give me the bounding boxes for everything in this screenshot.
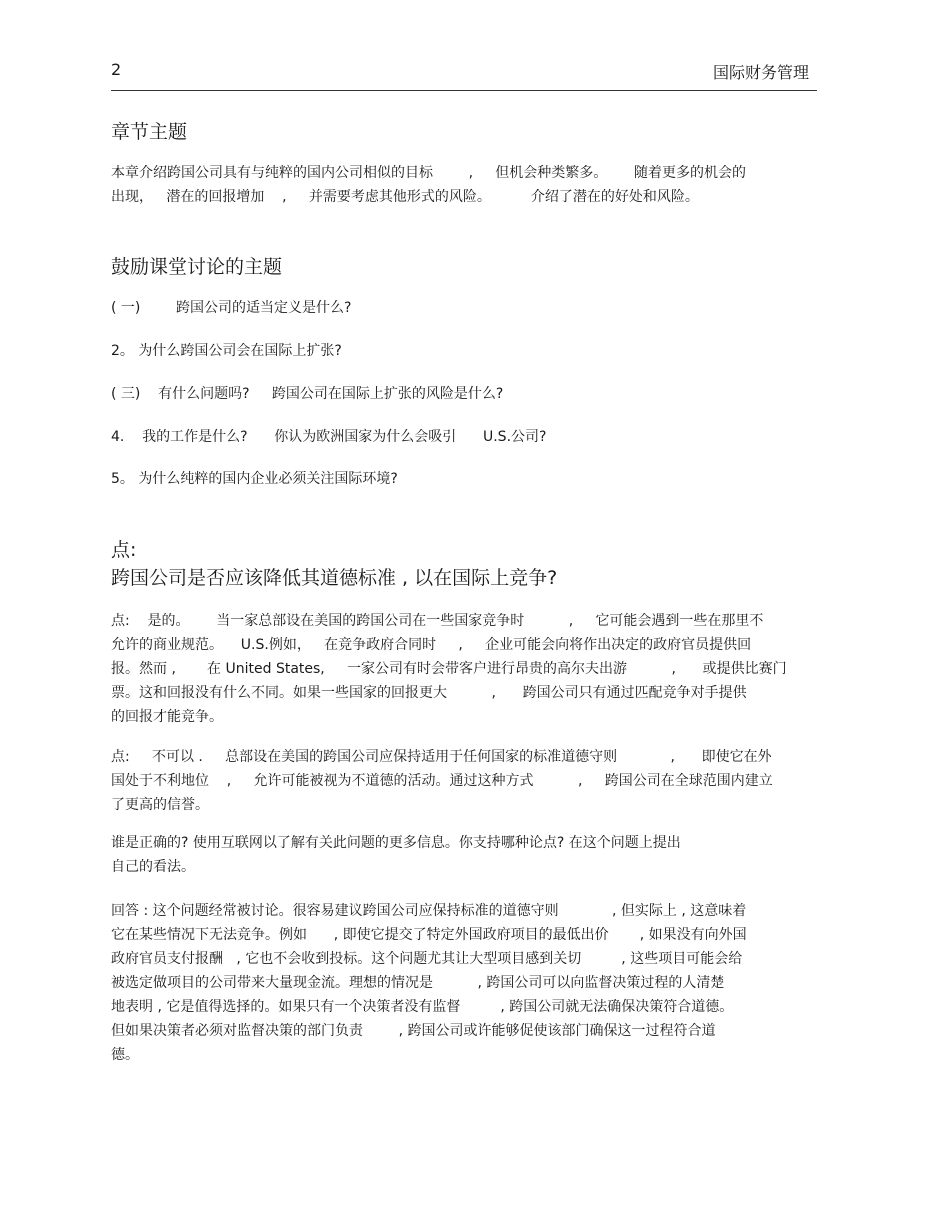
counterpoint-paragraph <box>111 745 811 817</box>
paragraph-line: 票。这和回报没有什么不同。如果一些国家的回报更大 , 跨国公司只有通过匹配竞争对手提供 <box>111 685 747 701</box>
paragraph-line: 报。然而 , 在 United States, 一家公司有时会带客户进行昂贵的高尔夫出游 , 或提供比赛门 <box>111 661 787 677</box>
paragraph-line: 点: 是的。 当一家总部设在美国的跨国公司在一些国家竞争时 , 它可能会遇到一些在那里不 <box>111 613 764 629</box>
paragraph-line: 点: 不可以 . 总部设在美国的跨国公司应保持适用于任何国家的标准道德守则 , 即使它在外 <box>111 749 772 765</box>
paragraph-line: 本章介绍跨国公司具有与纯粹的国内公司相似的目标 , 但机会种类繁多。 随着更多的机会的 <box>111 165 747 181</box>
discussion-heading: 鼓励课堂讨论的主题 <box>111 256 283 278</box>
prompt-paragraph <box>111 831 811 879</box>
point-paragraph <box>111 609 811 729</box>
paragraph-line: 允许的商业规范。 U.S.例如， 在竞争政府合同时 , 企业可能会向将作出决定的政府官员提供回 <box>111 637 752 653</box>
paragraph-line: 出现， 潜在的回报增加 , 并需要考虑其他形式的风险。 介绍了潜在的好处和风险。 <box>111 189 699 205</box>
paragraph-line: 它在某些情况下无法竞争。例如 , 即使它提交了特定外国政府项目的最低出价 , 如果没有向外国 <box>111 927 747 943</box>
paragraph-line: 谁是正确的? 使用互联网以了解有关此问题的更多信息。你支持哪种论点? 在这个问题上提出 <box>111 835 681 851</box>
discussion-question: 4. 我的工作是什么? 你认为欧洲国家为什么会吸引 U.S.公司? <box>111 429 547 445</box>
discussion-question: ( 三) 有什么问题吗? 跨国公司在国际上扩张的风险是什么? <box>111 386 504 402</box>
page-number: 2 <box>111 60 122 79</box>
page-header <box>111 58 817 91</box>
chapter-theme-paragraph <box>111 161 811 209</box>
paragraph-line: 国处于不利地位 , 允许可能被视为不道德的活动。通过这种方式 , 跨国公司在全球范围内建立 <box>111 773 773 789</box>
paragraph-line: 自己的看法。 <box>111 859 195 875</box>
paragraph-line: 回答 : 这个问题经常被讨论。很容易建议跨国公司应保持标准的道德守则 , 但实际上 , 这意味着 <box>111 903 747 919</box>
discussion-question: 5。 为什么纯粹的国内企业必须关注国际环境? <box>111 471 398 487</box>
discussion-question: ( 一) 跨国公司的适当定义是什么? <box>111 300 352 316</box>
running-title: 国际财务管理 <box>712 63 809 82</box>
paragraph-line: 但如果决策者必须对监督决策的部门负责 , 跨国公司或许能够促使该部门确保这一过程符合道 <box>111 1023 716 1039</box>
discussion-question: 2。 为什么跨国公司会在国际上扩张? <box>111 343 342 359</box>
point-label: 点: <box>111 539 137 561</box>
paragraph-line: 的回报才能竞争。 <box>111 709 223 725</box>
paragraph-line: 了更高的信誉。 <box>111 797 209 813</box>
point-question: 跨国公司是否应该降低其道德标准 , 以在国际上竞争? <box>111 567 558 589</box>
paragraph-line: 地表明 , 它是值得选择的。如果只有一个决策者没有监督 , 跨国公司就无法确保决策符合道德。 <box>111 999 734 1015</box>
chapter-theme-heading: 章节主题 <box>111 121 188 143</box>
paragraph-line: 被选定做项目的公司带来大量现金流。理想的情况是 , 跨国公司可以向监督决策过程的人清楚 <box>111 975 725 991</box>
paragraph-line: 政府官员支付报酬 , 它也不会收到投标。这个问题尤其让大型项目感到关切 , 这些项目可能会给 <box>111 951 743 967</box>
paragraph-line: 德。 <box>111 1047 139 1063</box>
answer-paragraph <box>111 899 811 1067</box>
